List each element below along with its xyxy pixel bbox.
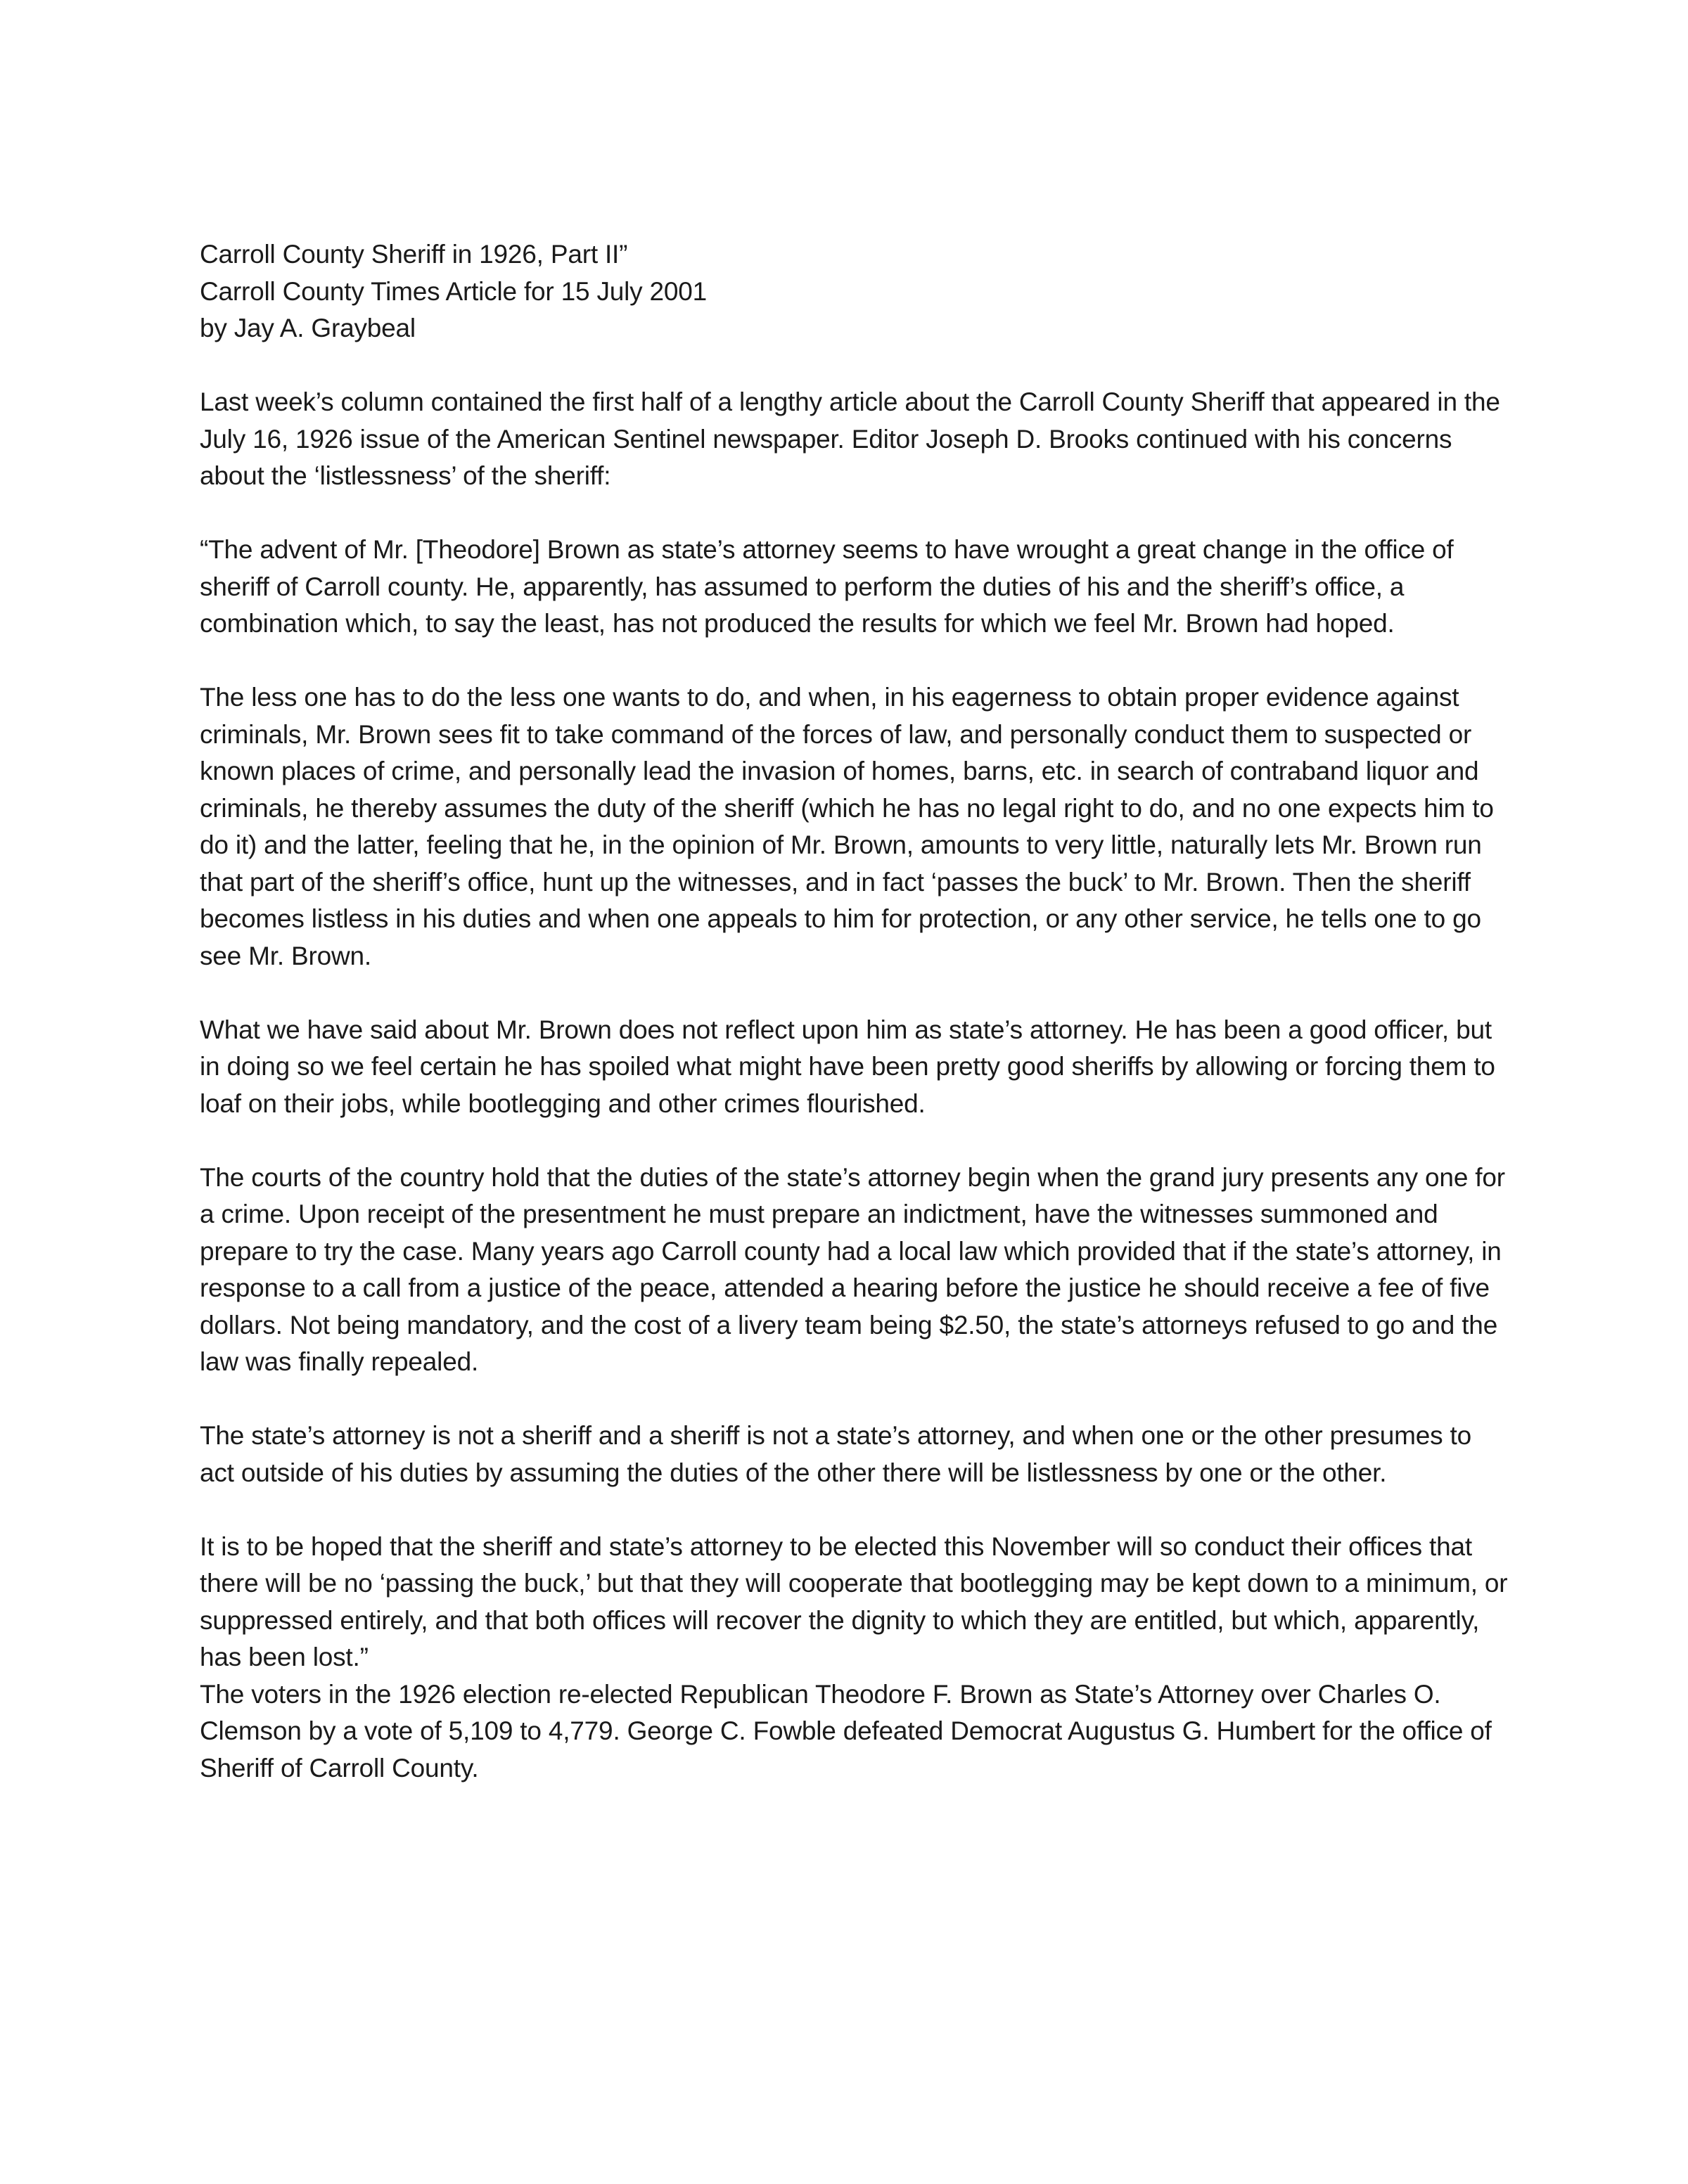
article-body [200,236,1508,1787]
paragraph-quote-hoped: It is to be hoped that the sheriff and state’s attorney to be elected this November will so conduct their offices that there will be no ‘passing the buck,’ but that they will cooperate that bootlegging may be kept down to a minimum, or suppressed entirely, and that both offices will recover the dignity to which they are entitled, but which, apparently, has been lost.” [200,1531,1508,1671]
paragraph-quote-not-a-sheriff: The state’s attorney is not a sheriff and a sheriff is not a state’s attorney, and when one or the other presumes to act outside of his duties by assuming the duties of the other there will be listlessness by one or the other. [200,1421,1472,1487]
paragraph-intro: Last week’s column contained the first half of a lengthy article about the Carroll County Sheriff that appeared in the July 16, 1926 issue of the American Sentinel newspaper. Editor Joseph D. Brooks continued with his concerns about the ‘listlessness’ of the sheriff: [200,387,1500,490]
publication-line: Carroll County Times Article for 15 July 2001 [200,276,708,306]
paragraph-quote-what-we-said: What we have said about Mr. Brown does not reflect upon him as state’s attorney. He has been a good officer, but in doing so we feel certain he has spoiled what might have been pretty good sheriffs by allowing or forcing them to loaf on their jobs, while bootlegging and other crimes flourished. [200,1015,1495,1118]
paragraph-quote-courts: The courts of the country hold that the duties of the state’s attorney begin when the grand jury presents any one for a crime. Upon receipt of the presentment he must prepare an indictment, have the witnesses summoned and prepare to try the case. Many years ago Carroll county had a local law which provided that if the state’s attorney, in response to a call from a justice of the peace, attended a hearing before the justice he should receive a fee of five dollars. Not being mandatory, and the cost of a livery team being $2.50, the state’s attorneys refused to go and the law was finally repealed. [200,1162,1505,1376]
byline: by Jay A. Graybeal [200,314,416,342]
paragraph-quote-advent: “The advent of Mr. [Theodore] Brown as state’s attorney seems to have wrought a great change in the office of sheriff of Carroll county. He, apparently, has assumed to perform the duties of his and the sheriff’s office, a combination which, to say the least, has not produced the results for which we feel Mr. Brown had hoped. [200,535,1454,638]
paragraph-election-results: The voters in the 1926 election re-elected Republican Theodore F. Brown as State’s Attorney over Charles O. Clemson by a vote of 5,109 to 4,779. George C. Fowble defeated Democrat Augustus G. Humbert for the office of Sheriff of Carroll County. [200,1679,1492,1782]
article-title: Carroll County Sheriff in 1926, Part II” [200,240,628,269]
article-header [200,236,1508,347]
paragraph-quote-less-one: The less one has to do the less one wants to do, and when, in his eagerness to obtain proper evidence against criminals, Mr. Brown sees fit to take command of the forces of law, and personally conduct them to suspected or known places of crime, and personally lead the invasion of homes, barns, etc. in search of contraband liquor and criminals, he thereby assumes the duty of the sheriff (which he has no legal right to do, and no one expects him to do it) and the latter, feeling that he, in the opinion of Mr. Brown, amounts to very little, naturally lets Mr. Brown run that part of the sheriff’s office, hunt up the witnesses, and in fact ‘passes the buck’ to Mr. Brown. Then the sheriff becomes listless in his duties and when one appeals to him for protection, or any other service, he tells one to go see Mr. Brown. [200,683,1494,970]
